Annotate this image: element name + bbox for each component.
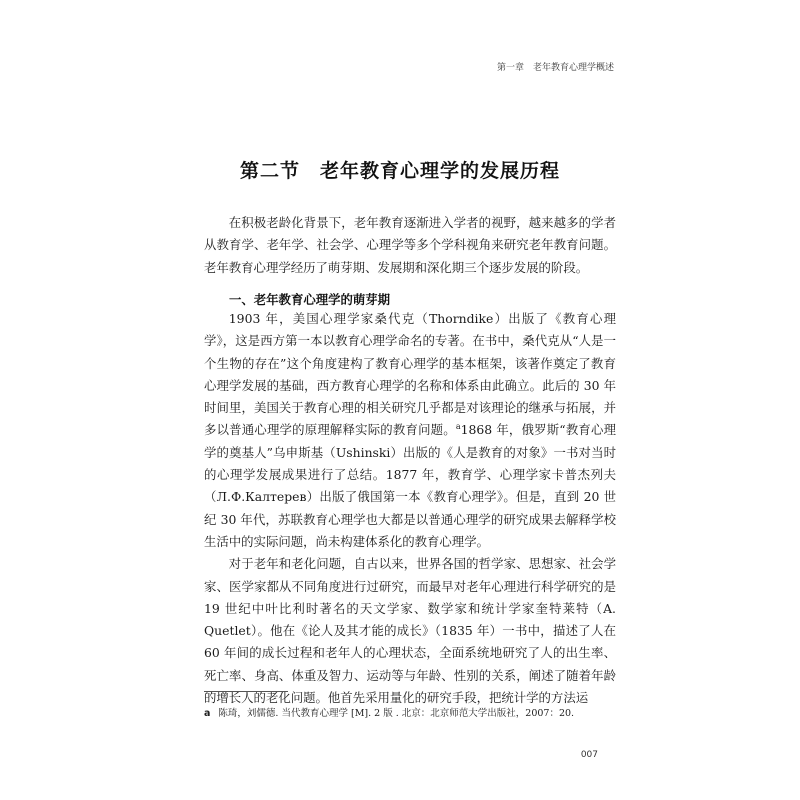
footnote	[204, 705, 574, 719]
paragraph-1	[204, 308, 616, 553]
paragraph-1-part-2: 1868 年，俄罗斯“教育心理学的奠基人”乌申斯基（Ushinski）出版的《人是教育的对象》一书对当时的心理学发展成果进行了总结。1877 年，教育学、心理学家卡普杰列夫（Л.Ф.Калтерев）出版了俄国第一本《教育心理学》。但是，直到 20 世纪 30 年代，苏联教育心理学也大都是以普通心理学的研究成果去解释学校生活中的实际问题，尚未构建体系化的教育心理学。	[204, 422, 617, 549]
footnote-mark: a	[204, 708, 211, 719]
page-number: 007	[580, 750, 598, 760]
paragraph-2: 对于老年和老化问题，自古以来，世界各国的哲学家、思想家、社会学家、医学家都从不同角度进行过研究，而最早对老年心理进行科学研究的是 19 世纪中叶比利时著名的天文学家、数学家和统计学家奎特莱特（A. Quetlet）。他在《论人及其才能的成长》（1835 年）一书中，描述了人在 60 年间的成长过程和老年人的心理状态，全面系统地研究了人的出生率、死亡率、身高、体重及智力、运动等与年龄、性别的关系，阐述了随着年龄的增长人的老化问题。他首先采用量化的研究手段，把统计学的方法运	[204, 556, 616, 706]
body-text	[204, 308, 616, 709]
subheading: 一、老年教育心理学的萌芽期	[229, 292, 391, 307]
footnote-text: 陈琦，刘儒德. 当代教育心理学 [M]. 2 版 . 北京：北京师范大学出版社，2007：20.	[218, 708, 575, 719]
running-head: 第一章 老年教育心理学概述	[496, 63, 614, 73]
intro-text: 在积极老龄化背景下，老年教育逐渐进入学者的视野，越来越多的学者从教育学、老年学、社会学、心理学等多个学科视角来研究老年教育问题。老年教育心理学经历了萌芽期、发展期和深化期三个逐步发展的阶段。	[204, 215, 616, 275]
section-title: 第二节 老年教育心理学的发展历程	[239, 160, 560, 182]
intro-paragraph	[204, 212, 616, 279]
paragraph-1-part-1: 1903 年，美国心理学家桑代克（Thorndike）出版了《教育心理学》，这是西方第一本以教育心理学命名的专著。在书中，桑代克从“人是一个生物的存在”这个角度建构了教育心理学的基本框架，该著作奠定了教育心理学发展的基础，西方教育心理学的名称和体系由此确立。此后的 30 年时间里，美国关于教育心理的相关研究几乎都是对该理论的继承与拓展，并多以普通心理学的原理解释实际的教育问题。	[204, 311, 616, 438]
footnote-divider	[204, 691, 288, 692]
footnote-reference[interactable]: a	[455, 422, 461, 432]
